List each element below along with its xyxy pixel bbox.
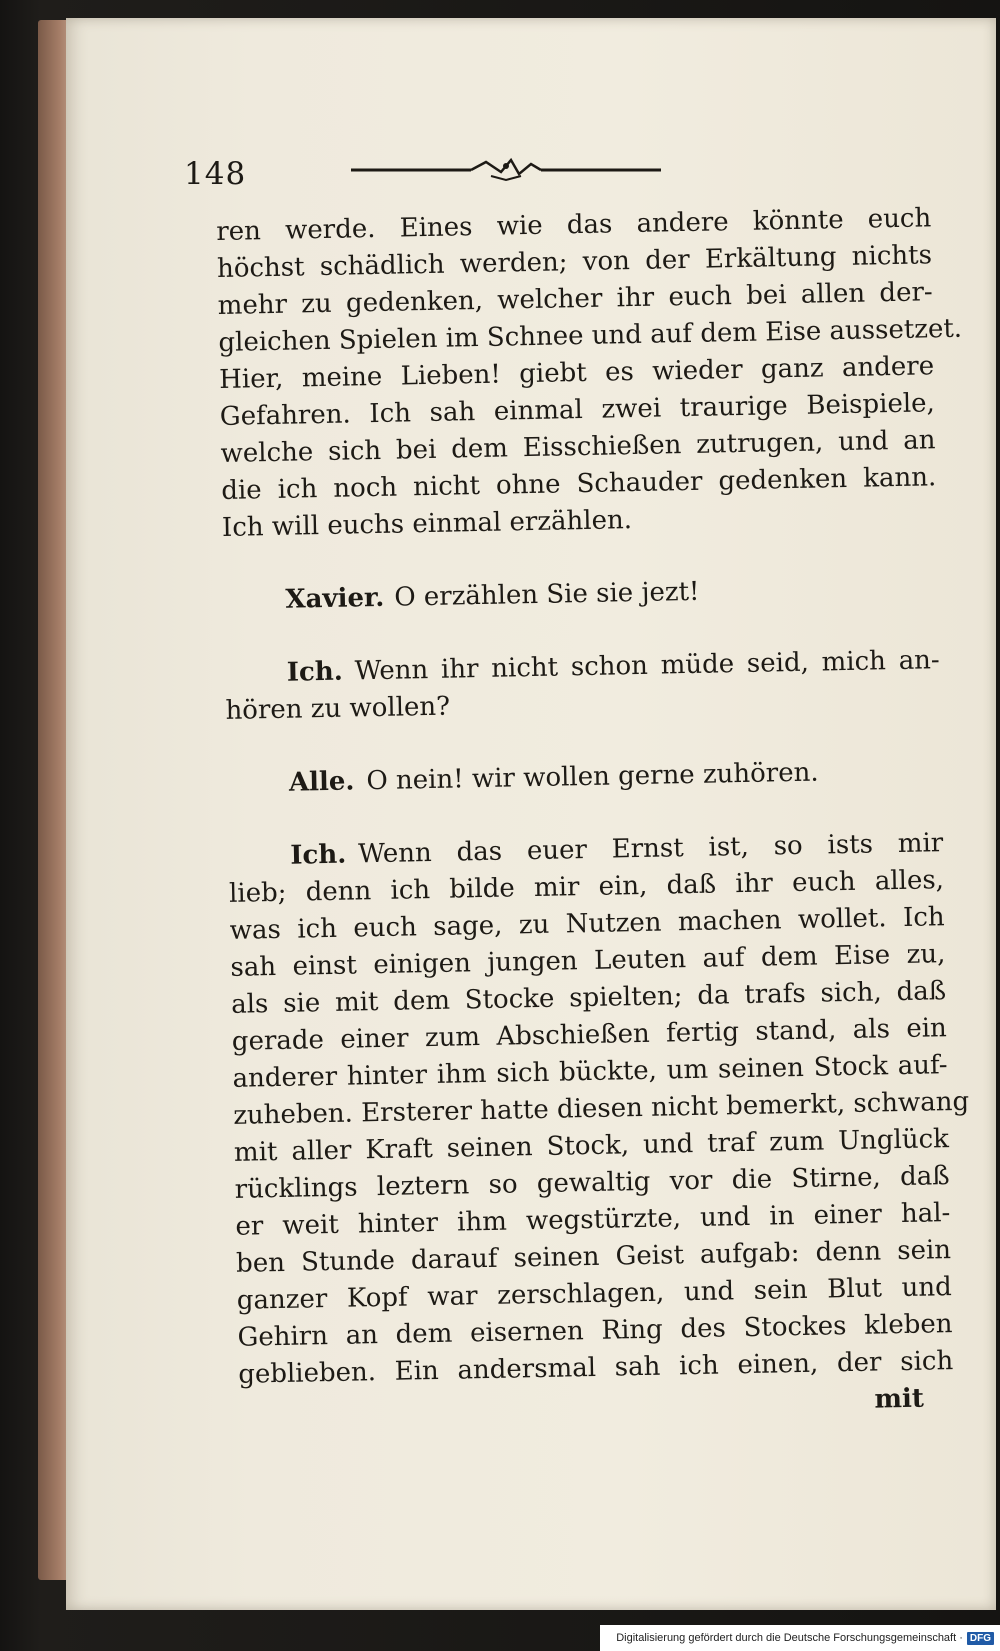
text-line: mehr zu gedenken, welcher ihr euch bei allen der- [217,277,933,321]
text-line: er weit hinter ihm wegstürzte, und in einer hal- [235,1198,951,1242]
text-line: ben Stunde darauf seinen Geist aufgab: denn sein [235,1235,952,1279]
speaker-ich: Ich. [286,656,344,688]
text-line: ganzer Kopf war zerschlagen, und sein Blut und [236,1272,953,1316]
text-line: Hier, meine Lieben! giebt es wieder ganz andere [218,351,935,395]
book-page [66,18,996,1610]
dialogue-line: Wenn das euer Ernst ist, so ists mir [357,828,944,870]
text-line: gerade einer zum Abschießen fertig stand, als ein [231,1013,948,1057]
speaker-xavier: Xavier. [285,582,385,615]
text-line: rücklings leztern so gewaltig vor die Stirne, daß [234,1161,950,1205]
dfg-logo: DFG [967,1632,994,1645]
text-line: Gefahren. Ich sah einmal zwei traurige Beispiele, [219,388,936,432]
speaker-ich: Ich. [290,839,347,871]
text-line: anderer hinter ihm sich bückte, um seinen Stock auf- [232,1050,948,1094]
text-line: welche sich bei dem Eisschießen zutrugen, und an [220,425,936,469]
ornament-rule-icon [351,150,661,190]
text-line: sah einst einigen jungen Leuten auf dem Eise zu, [230,939,946,983]
dialogue-line: hören zu wollen? [225,691,451,726]
text-line: geblieben. Ein andersmal sah ich einen, der sich [238,1346,954,1390]
body-text [216,200,970,1431]
dialogue-line: O nein! wir wollen gerne zuhören. [366,757,819,797]
text-line: was ich euch sage, zu Nutzen machen wollet. Ich [229,902,945,946]
text-line: ren werde. Eines wie das andere könnte euch [216,203,932,247]
text-line: gleichen Spielen im Schnee und auf dem Eise aussetzet. [218,313,963,358]
digitization-credit: Digitalisierung gefördert durch die Deutsche Forschungsgemeinschaft · [616,1632,963,1644]
text-line: die ich noch nicht ohne Schauder gedenken kann. [221,462,937,506]
page-number: 148 [184,156,247,192]
catchword: mit [874,1383,925,1415]
text-line: höchst schädlich werden; von der Erkältung nichts [216,240,933,284]
header-ornament [351,150,661,190]
text-line: zuheben. Ersterer hatte diesen nicht bemerkt, schwang [233,1086,970,1131]
speaker-alle: Alle. [288,766,355,798]
dialogue-line: O erzählen Sie sie jezt! [394,576,700,613]
text-line: lieb; denn ich bilde mir ein, daß ihr euch alles, [228,865,945,909]
text-line: Ich will euchs einmal erzählen. [221,505,633,543]
text-line: mit aller Kraft seinen Stock, und traf zum Unglück [233,1124,950,1168]
digitization-credit-bar [600,1625,1000,1651]
dialogue-line: Wenn ihr nicht schon müde seid, mich an- [354,645,940,687]
text-line: Gehirn an dem eisernen Ring des Stockes kleben [237,1309,953,1353]
text-line: als sie mit dem Stocke spielten; da trafs sich, daß [230,976,947,1020]
